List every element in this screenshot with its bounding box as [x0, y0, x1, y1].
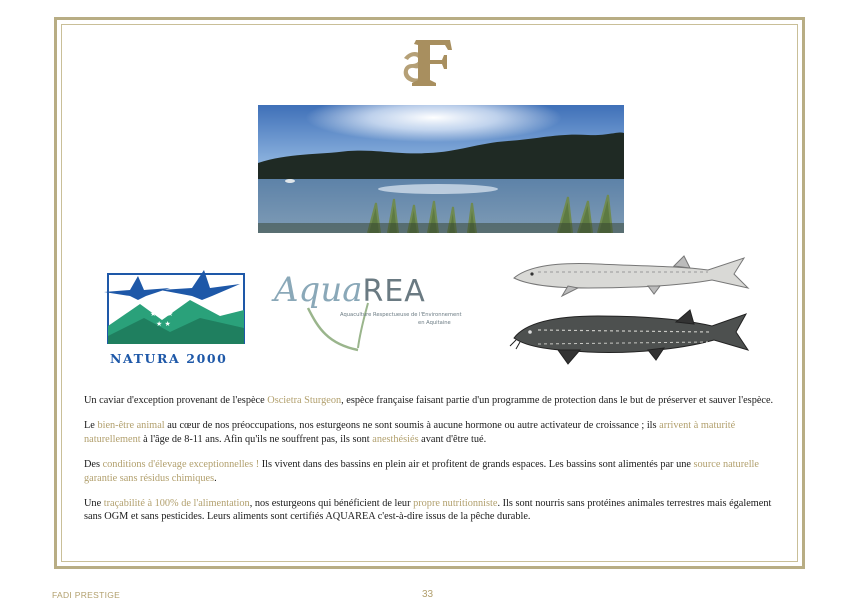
natura-2000-emblem-icon	[100, 266, 250, 344]
highlight-conditions: conditions d'élevage exceptionnelles !	[102, 459, 260, 471]
footer-brand: FADI PRESTIGE	[52, 590, 121, 600]
paragraph-traceability	[84, 497, 784, 524]
lake-photo	[258, 105, 624, 233]
highlight-maturity: arrivent à maturité naturellement	[84, 420, 736, 445]
sturgeon-bottom-icon	[510, 310, 748, 364]
sturgeon-top-icon	[514, 256, 748, 296]
text-segment: Le	[84, 420, 98, 432]
text-segment: .	[214, 472, 217, 484]
text-segment: au cœur de nos préoccupations, nos esturgeons ne sont soumis à aucune hormone ou autre activateur de croissance ; ils	[164, 420, 660, 432]
svg-text:★ ★ ★: ★ ★ ★	[150, 310, 174, 318]
monogram-logo-icon	[402, 36, 458, 88]
text-segment: , espèce française faisant partie d'un programme de protection dans le but de préserver et sauver l'espèce.	[341, 395, 774, 406]
text-segment: avant d'être tué.	[418, 433, 487, 445]
text-segment: Des	[84, 459, 103, 471]
text-segment: , nos esturgeons qui bénéficient de leur	[249, 498, 414, 510]
highlight-source: source naturelle garantie sans résidus chimiques	[84, 459, 759, 484]
paragraph-species	[84, 394, 784, 407]
highlight-anesthesia: anesthésiés	[372, 433, 419, 445]
svg-text:★ ★: ★ ★	[156, 320, 171, 328]
aquarea-swoosh-icon	[298, 298, 378, 358]
highlight-species: Oscietra Sturgeon	[267, 395, 342, 406]
text-segment: Ils vivent dans des bassins en plein air et profitent de grands espaces. Les bassins sont alimentés par une	[259, 459, 694, 471]
aquarea-brand-a: Aqua	[274, 270, 363, 310]
aquarea-tagline-2: en Aquitaine	[418, 320, 451, 326]
highlight-traceability: traçabilité à 100% de l'alimentation	[103, 498, 250, 510]
natura-label: NATURA 2000	[110, 351, 228, 366]
sturgeon-illustration	[508, 252, 758, 372]
text-segment: Un caviar d'exception provenant de l'espèce	[84, 395, 268, 406]
paragraph-welfare	[84, 419, 784, 446]
paragraph-conditions	[84, 458, 784, 485]
body-text	[84, 394, 784, 536]
highlight-nutritionist: propre nutritionniste	[413, 498, 498, 510]
text-segment: à l'âge de 8-11 ans. Afin qu'ils ne souffrent pas, ils sont	[140, 433, 373, 445]
aquarea-logo	[268, 268, 464, 358]
page-number: 33	[422, 589, 434, 600]
aquarea-tagline-1: Aquaculture Respectueuse de l'Environnement	[340, 312, 462, 318]
text-segment: . Ils sont nourris sans protéines animales terrestres mais également sans OGM et sans pesticides. Leurs aliments sont certifiés AQUAREA c'est-à-dire issus de la pêche durable.	[84, 498, 772, 523]
highlight-welfare: bien-être animal	[97, 420, 165, 432]
aquarea-brand-b: REA	[362, 274, 426, 309]
natura-2000-logo	[100, 266, 250, 366]
text-segment: Une	[84, 498, 104, 510]
